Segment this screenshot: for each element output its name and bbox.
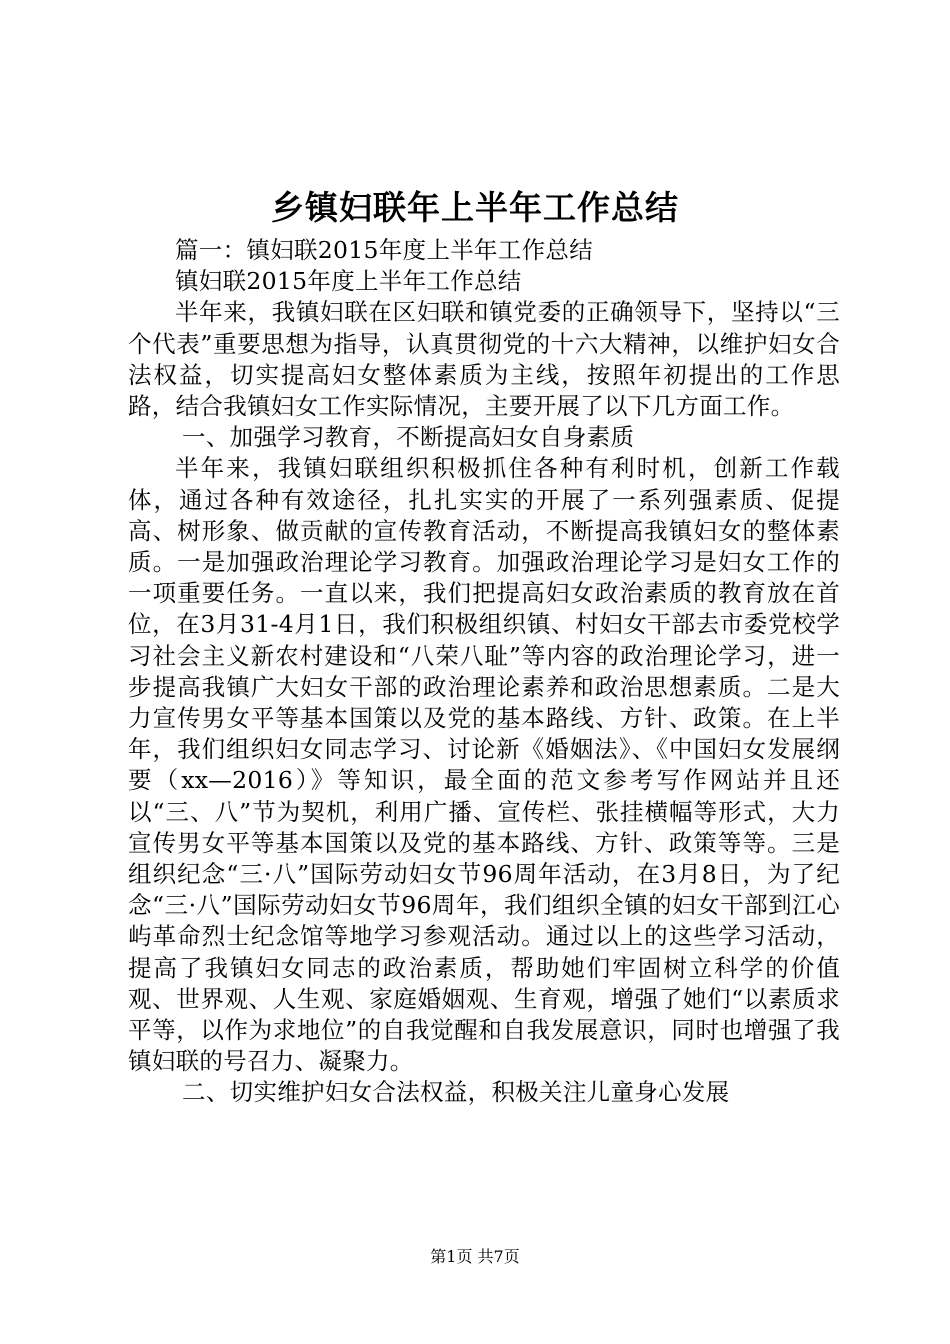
paragraph-series-heading: 篇一：镇妇联2015年度上半年工作总结 bbox=[175, 236, 594, 264]
paragraph-section-1: 半年来，我镇妇联组织积极抓住各种有利时机，创新工作载体，通过各种有效途径，扎扎实实的开展了一系列强素质、促提高、树形象、做贡献的宣传教育活动，不断提高我镇妇女的整体素质。一是加强政治理论学习教育。加强政治理论学习是妇女工作的一项重要任务。一直以来，我们把提高妇女政治素质的教育放在首位，在3月31-4月1日，我们积极组织镇、村妇女干部去市委党校学习社会主义新农村建设和“八荣八耻”等内容的政治理论学习，进一步提高我镇广大妇女干部的政治理论素养和政治思想素质。二是大力宣传男女平等基本国策以及党的基本路线、方针、政策。在上半年，我们组织妇女同志学习、讨论新《婚姻法》、《中国妇女发展纲要（xx—2016）》等知识，最全面的范文参考写作网站并且还以“三、八”节为契机，利用广播、宣传栏、张挂横幅等形式，大力宣传男女平等基本国策以及党的基本路线、方针、政策等等。三是组织纪念“三·八”国际劳动妇女节96周年活动，在3月8日，为了纪念“三·八”国际劳动妇女节96周年，我们组织全镇的妇女干部到江心屿革命烈士纪念馆等地学习参观活动。通过以上的这些学习活动，提高了我镇妇女同志的政治素质，帮助她们牢固树立科学的价值观、世界观、人生观、家庭婚姻观、生育观，增强了她们“以素质求平等，以作为求地位”的自我觉醒和自我发展意识，同时也增强了我镇妇联的号召力、凝聚力。 bbox=[128, 454, 840, 1076]
document-title: 乡镇妇联年上半年工作总结 bbox=[271, 188, 679, 227]
document-body bbox=[128, 235, 840, 1109]
page-number-footer: 第1页 共7页 bbox=[430, 1247, 520, 1266]
paragraph-subtitle: 镇妇联2015年度上半年工作总结 bbox=[175, 267, 522, 296]
paragraph-intro: 半年来，我镇妇联在区妇联和镇党委的正确领导下，坚持以“三个代表”重要思想为指导，认真贯彻党的十六大精神，以维护妇女合法权益，切实提高妇女整体素质为主线，按照年初提出的工作思路，结合我镇妇女工作实际情况，主要开展了以下几方面工作。 bbox=[128, 298, 840, 421]
section-heading-2: 二、切实维护妇女合法权益，积极关注儿童身心发展 bbox=[182, 1078, 730, 1107]
section-heading-1: 一、加强学习教育，不断提高妇女自身素质 bbox=[182, 423, 635, 452]
